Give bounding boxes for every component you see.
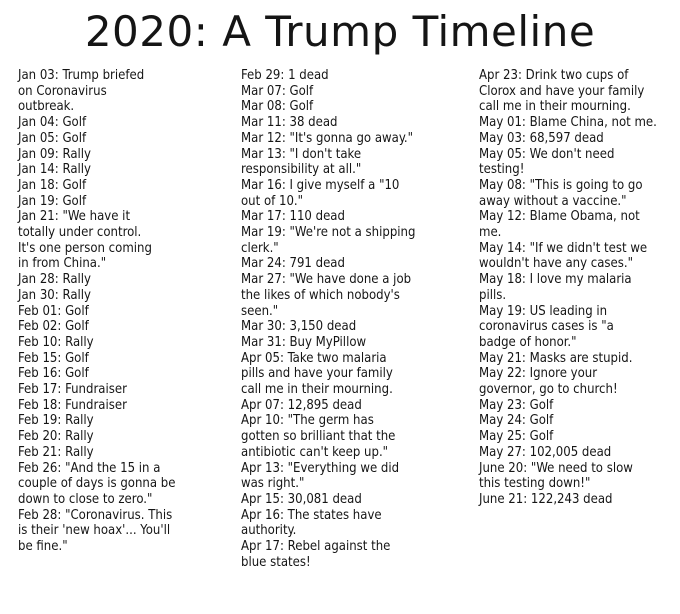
- timeline-entry-line: outbreak.: [18, 98, 75, 115]
- timeline-entry: [18, 429, 202, 445]
- timeline-entry-line: Feb 18: Fundraiser: [18, 396, 127, 413]
- timeline-entry: [241, 492, 433, 508]
- timeline-entry-line: away without a vaccine.": [479, 192, 627, 209]
- timeline-entry-line: be fine.": [18, 538, 68, 555]
- timeline-entry-line: call me in their mourning.: [241, 381, 393, 398]
- timeline-entry-line: Feb 01: Golf: [18, 302, 89, 319]
- timeline-entry-line: Mar 08: Golf: [241, 98, 314, 115]
- timeline-entry-line: Feb 02: Golf: [18, 318, 89, 335]
- timeline-entry-line: Apr 07: 12,895 dead: [241, 396, 362, 413]
- timeline-entry: [18, 115, 202, 131]
- timeline-column-3: [479, 68, 669, 508]
- timeline-entry-line: pills and have your family: [241, 365, 393, 382]
- timeline-entry-line: May 27: 102,005 dead: [479, 443, 612, 460]
- timeline-entry-line: totally under control.: [18, 224, 142, 241]
- timeline-entry: [18, 178, 202, 194]
- timeline-column-2: [241, 68, 433, 571]
- timeline-entry-line: Mar 19: "We're not a shipping: [241, 224, 416, 241]
- timeline-entry: [479, 115, 669, 131]
- timeline-entry: [479, 304, 669, 351]
- timeline-entry-line: Jan 05: Golf: [18, 129, 87, 146]
- timeline-entry-line: May 21: Masks are stupid.: [479, 349, 633, 366]
- timeline-entry-line: June 21: 122,243 dead: [479, 490, 613, 507]
- timeline-entry-line: May 18: I love my malaria: [479, 271, 632, 288]
- timeline-entry-line: gotten so brilliant that the: [241, 428, 396, 445]
- timeline-entry-line: Feb 29: 1 dead: [241, 67, 329, 83]
- timeline-entry-line: governor, go to church!: [479, 381, 618, 398]
- timeline-entry-line: Jan 18: Golf: [18, 176, 87, 193]
- timeline-entry: [241, 335, 433, 351]
- timeline-entry-line: Apr 10: "The germ has: [241, 412, 374, 429]
- timeline-entry-line: was right.": [241, 475, 305, 492]
- timeline-column-1: [18, 68, 202, 555]
- timeline-entry: [18, 272, 202, 288]
- timeline-entry-line: May 08: "This is going to go: [479, 176, 643, 193]
- timeline-entry-line: Mar 17: 110 dead: [241, 208, 345, 225]
- timeline-entry-line: Feb 20: Rally: [18, 428, 94, 445]
- timeline-entry: [479, 492, 669, 508]
- timeline-entry: [479, 241, 669, 272]
- timeline-entry-line: this testing down!": [479, 475, 591, 492]
- timeline-entry-line: May 19: US leading in: [479, 302, 608, 319]
- timeline-entry: [18, 288, 202, 304]
- timeline-entry: [18, 335, 202, 351]
- timeline-entry-line: seen.": [241, 302, 279, 319]
- timeline-entry: [18, 398, 202, 414]
- timeline-entry: [241, 272, 433, 319]
- timeline-entry: [241, 398, 433, 414]
- page-title: 2020: A Trump Timeline: [84, 7, 596, 56]
- timeline-entry-line: in from China.": [18, 255, 107, 272]
- timeline-entry: [479, 68, 669, 115]
- timeline-entry: [241, 84, 433, 100]
- timeline-entry-line: out of 10.": [241, 192, 304, 209]
- timeline-entry: [18, 147, 202, 163]
- timeline-entry: [18, 351, 202, 367]
- timeline-entry-line: Mar 13: "I don't take: [241, 145, 362, 162]
- timeline-entry-line: It's one person coming: [18, 239, 152, 256]
- timeline-entry-line: testing!: [479, 161, 525, 178]
- timeline-entry-line: May 25: Golf: [479, 428, 554, 445]
- timeline-entry-line: Apr 23: Drink two cups of: [479, 67, 629, 83]
- timeline-entry-line: on Coronavirus: [18, 82, 107, 99]
- timeline-entry-line: Mar 27: "We have done a job: [241, 271, 412, 288]
- timeline-entry-line: authority.: [241, 522, 297, 539]
- timeline-entry-line: Clorox and have your family: [479, 82, 645, 99]
- timeline-entry: [241, 178, 433, 209]
- timeline-entry: [18, 209, 202, 272]
- timeline-entry: [241, 115, 433, 131]
- timeline-entry-line: May 05: We don't need: [479, 145, 615, 162]
- timeline-entry-line: Mar 16: I give myself a "10: [241, 176, 400, 193]
- timeline-entry-line: Feb 21: Rally: [18, 443, 94, 460]
- timeline-entry: [18, 319, 202, 335]
- timeline-entry: [479, 429, 669, 445]
- timeline-entry-line: May 24: Golf: [479, 412, 554, 429]
- timeline-entry-line: Mar 24: 791 dead: [241, 255, 345, 272]
- timeline-entry: [241, 225, 433, 256]
- timeline-entry-line: badge of honor.": [479, 333, 577, 350]
- timeline-entry: [241, 508, 433, 539]
- timeline-entry-line: May 12: Blame Obama, not: [479, 208, 640, 225]
- timeline-entry: [479, 351, 669, 367]
- timeline-entry: [241, 209, 433, 225]
- timeline-entry: [241, 539, 433, 570]
- timeline-entry-line: clerk.": [241, 239, 279, 256]
- timeline-entry: [479, 445, 669, 461]
- timeline-entry-line: Jan 03: Trump briefed: [18, 67, 145, 83]
- timeline-entry-line: down to close to zero.": [18, 490, 153, 507]
- timeline-entry-line: antibiotic can't keep up.": [241, 443, 389, 460]
- timeline-entry-line: Feb 10: Rally: [18, 333, 94, 350]
- timeline-entry-line: blue states!: [241, 553, 311, 570]
- timeline-entry-line: June 20: "We need to slow: [479, 459, 633, 476]
- timeline-entry: [18, 445, 202, 461]
- timeline-entry: [18, 131, 202, 147]
- timeline-entry: [241, 131, 433, 147]
- timeline-entry: [479, 398, 669, 414]
- timeline-entry-line: Jan 21: "We have it: [18, 208, 131, 225]
- timeline-entry-line: Apr 15: 30,081 dead: [241, 490, 362, 507]
- timeline-entry: [479, 178, 669, 209]
- timeline-entry-line: Feb 19: Rally: [18, 412, 94, 429]
- timeline-entry-line: wouldn't have any cases.": [479, 255, 634, 272]
- timeline-entry-line: call me in their mourning.: [479, 98, 631, 115]
- timeline-entry: [479, 366, 669, 397]
- timeline-entry-line: is their 'new hoax'... You'll: [18, 522, 171, 539]
- timeline-entry: [18, 366, 202, 382]
- timeline-entry-line: May 14: "If we didn't test we: [479, 239, 648, 256]
- timeline-entry-line: Jan 09: Rally: [18, 145, 91, 162]
- timeline-entry: [18, 162, 202, 178]
- timeline-entry-line: Apr 05: Take two malaria: [241, 349, 387, 366]
- timeline-entry-line: Feb 17: Fundraiser: [18, 381, 127, 398]
- timeline-entry: [241, 461, 433, 492]
- timeline-entry: [479, 272, 669, 303]
- timeline-entry: [479, 461, 669, 492]
- timeline-entry-line: Apr 17: Rebel against the: [241, 538, 391, 555]
- timeline-entry-line: May 01: Blame China, not me.: [479, 114, 657, 131]
- timeline-entry-line: Mar 31: Buy MyPillow: [241, 333, 367, 350]
- timeline-entry: [18, 304, 202, 320]
- timeline-entry-line: Feb 15: Golf: [18, 349, 89, 366]
- timeline-entry: [479, 147, 669, 178]
- timeline-entry: [18, 413, 202, 429]
- timeline-entry-line: the likes of which nobody's: [241, 286, 400, 303]
- timeline-entry-line: Mar 30: 3,150 dead: [241, 318, 357, 335]
- timeline-entry-line: Mar 07: Golf: [241, 82, 314, 99]
- timeline-entry-line: Apr 16: The states have: [241, 506, 382, 523]
- timeline-entry: [18, 508, 202, 555]
- timeline-entry-line: Feb 28: "Coronavirus. This: [18, 506, 173, 523]
- timeline-entry: [241, 319, 433, 335]
- timeline-entry-line: May 03: 68,597 dead: [479, 129, 604, 146]
- timeline-entry: [18, 68, 202, 115]
- timeline-entry-line: Mar 12: "It's gonna go away.": [241, 129, 414, 146]
- timeline-entry: [18, 461, 202, 508]
- timeline-entry-line: Mar 11: 38 dead: [241, 114, 338, 131]
- timeline-entry: [241, 147, 433, 178]
- timeline-entry-line: Feb 26: "And the 15 in a: [18, 459, 161, 476]
- timeline-entry: [479, 131, 669, 147]
- timeline-entry: [241, 413, 433, 460]
- timeline-entry-line: Jan 14: Rally: [18, 161, 91, 178]
- timeline-entry-line: coronavirus cases is "a: [479, 318, 614, 335]
- timeline-entry: [241, 256, 433, 272]
- timeline-entry-line: Jan 28: Rally: [18, 271, 91, 288]
- timeline-entry: [241, 99, 433, 115]
- timeline-entry: [479, 413, 669, 429]
- timeline-entry-line: May 23: Golf: [479, 396, 554, 413]
- timeline-entry-line: Apr 13: "Everything we did: [241, 459, 400, 476]
- timeline-entry: [241, 68, 433, 84]
- timeline-entry-line: Jan 04: Golf: [18, 114, 87, 131]
- timeline-entry-line: Jan 19: Golf: [18, 192, 87, 209]
- timeline-entry: [18, 194, 202, 210]
- timeline-entry-line: Feb 16: Golf: [18, 365, 89, 382]
- timeline-entry: [18, 382, 202, 398]
- timeline-entry: [241, 351, 433, 398]
- timeline-entry: [479, 209, 669, 240]
- timeline-entry-line: Jan 30: Rally: [18, 286, 91, 303]
- timeline-entry-line: me.: [479, 224, 502, 241]
- timeline-entry-line: responsibility at all.": [241, 161, 362, 178]
- timeline-entry-line: couple of days is gonna be: [18, 475, 176, 492]
- timeline-entry-line: pills.: [479, 286, 507, 303]
- timeline-entry-line: May 22: Ignore your: [479, 365, 598, 382]
